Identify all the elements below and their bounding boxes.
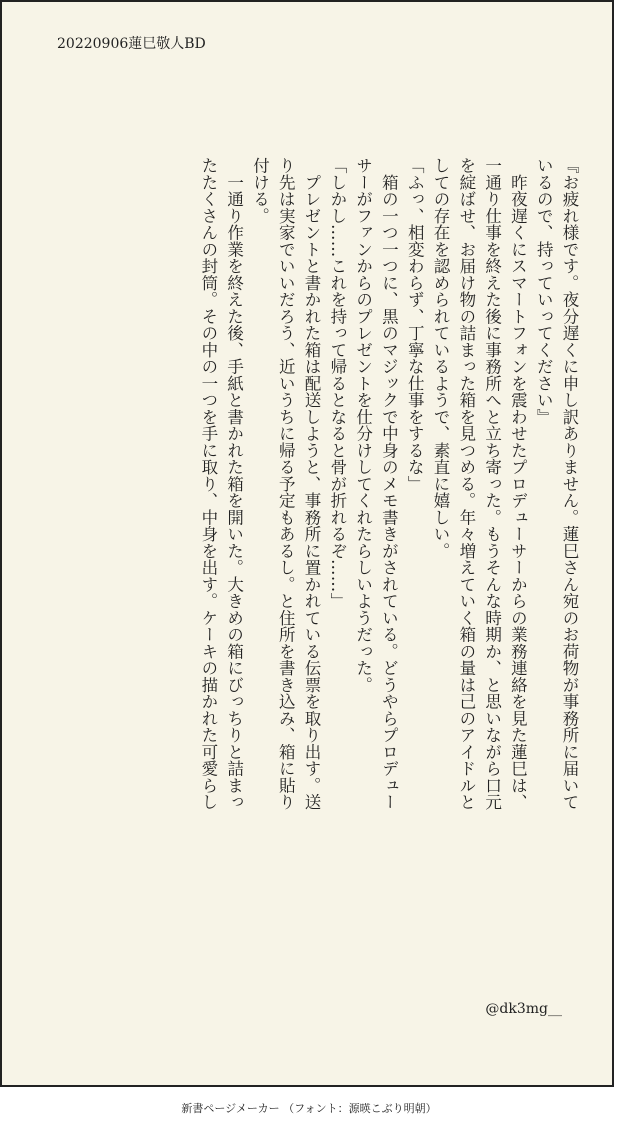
- text-line: 付ける。: [250, 157, 270, 224]
- text-line: 「しかし……これを持って帰るとなると骨が折れるぞ……」: [327, 157, 347, 610]
- vertical-body-text: [66, 157, 582, 937]
- text-line: 箱の一つ一つに、黒のマジックで中身のメモ書きがされている。どうやらプロデュー: [379, 157, 399, 811]
- text-line: サーがファンからのプレゼントを仕分けしてくれたらしいようだった。: [353, 157, 373, 693]
- text-line: り先は実家でいいだろう、近いうちに帰る予定もあるし。と住所を書き込み、箱に貼り: [276, 157, 296, 811]
- text-line: 昨夜遅くにスマートフォンを震わせたプロデューサーからの業務連絡を見た蓮巳は、: [508, 157, 528, 811]
- text-line: しての存在を認められているようで、素直に嬉しい。: [431, 157, 451, 559]
- text-line: 『お疲れ様です。夜分遅くに申し訳ありません。蓮巳さん宛のお荷物が事務所に届いて: [560, 157, 579, 811]
- author-handle: @dk3mg__: [485, 1001, 562, 1017]
- footer-credit: 新書ページメーカー （フォント：源暎こぶり明朝）: [181, 1102, 437, 1115]
- text-line: プレゼントと書かれた箱は配送しようと、事務所に置かれている伝票を取り出す。送: [302, 157, 322, 811]
- text-line: 一通り作業を終えた後、手紙と書かれた箱を開いた。大きめの箱にびっちりと詰まっ: [224, 157, 244, 811]
- page-title: 20220906蓮巳敬人BD: [57, 36, 206, 52]
- text-line: を綻ばせ、お届け物の詰まった箱を見つめる。年々増えていく箱の量は己のアイドルと: [456, 157, 476, 811]
- text-line: たたくさんの封筒。その中の一つを手に取り、中身を出す。ケーキの描かれた可愛らし: [198, 157, 218, 811]
- text-line: 一通り仕事を終えた後に事務所へと立ち寄った。もうそんな時期か、と思いながら口元: [482, 157, 502, 811]
- text-line: 「ふっ、相変わらず、丁寧な仕事をするな」: [405, 157, 425, 492]
- text-line: いるので、持っていってください』: [534, 157, 554, 425]
